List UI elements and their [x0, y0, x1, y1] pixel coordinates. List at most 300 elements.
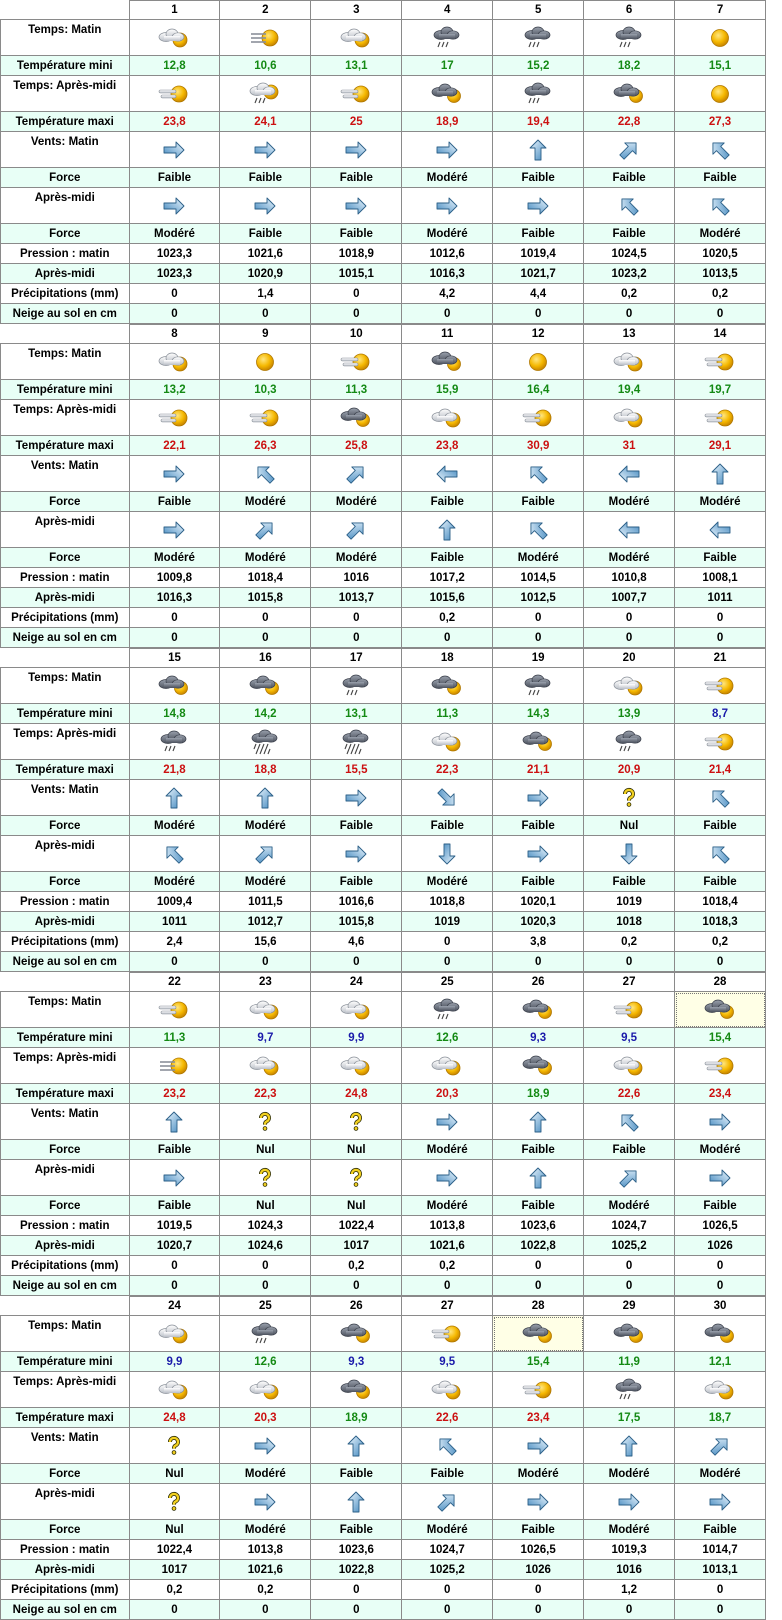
wind-force-morning[interactable]: Modéré — [584, 1464, 675, 1484]
wind-force-afternoon[interactable]: Modéré — [402, 1196, 493, 1216]
snow-value[interactable]: 0 — [311, 1276, 402, 1296]
wind-force-morning[interactable]: Faible — [220, 168, 311, 188]
temp-min-value[interactable]: 14,3 — [493, 704, 584, 724]
temp-min-value[interactable]: 10,3 — [220, 380, 311, 400]
precipitation-value[interactable]: 0 — [493, 1580, 584, 1600]
precipitation-value[interactable]: 0 — [675, 1256, 766, 1276]
temp-max-value[interactable]: 22,3 — [402, 760, 493, 780]
temp-min-value[interactable]: 13,2 — [129, 380, 220, 400]
snow-value[interactable]: 0 — [129, 1276, 220, 1296]
precipitation-value[interactable]: 0,2 — [584, 284, 675, 304]
pressure-afternoon[interactable]: 1016,3 — [129, 588, 220, 608]
pressure-morning[interactable]: 1020,5 — [675, 244, 766, 264]
temp-max-value[interactable]: 22,1 — [129, 436, 220, 456]
wind-cell[interactable] — [129, 1160, 220, 1196]
wind-cell[interactable] — [402, 456, 493, 492]
wind-force-afternoon[interactable]: Nul — [220, 1196, 311, 1216]
wind-force-afternoon[interactable]: Faible — [493, 872, 584, 892]
weather-cell[interactable] — [493, 1372, 584, 1408]
snow-value[interactable]: 0 — [675, 952, 766, 972]
snow-value[interactable]: 0 — [675, 628, 766, 648]
precipitation-value[interactable]: 0,2 — [675, 284, 766, 304]
snow-value[interactable]: 0 — [493, 304, 584, 324]
precipitation-value[interactable]: 0 — [493, 608, 584, 628]
wind-cell[interactable] — [493, 132, 584, 168]
weather-cell[interactable] — [220, 20, 311, 56]
pressure-morning[interactable]: 1019,5 — [129, 1216, 220, 1236]
wind-cell[interactable] — [220, 1104, 311, 1140]
precipitation-value[interactable]: 0,2 — [675, 932, 766, 952]
temp-min-value[interactable]: 15,1 — [675, 56, 766, 76]
wind-force-morning[interactable]: Faible — [311, 816, 402, 836]
pressure-morning[interactable]: 1013,8 — [220, 1540, 311, 1560]
weather-cell[interactable] — [675, 400, 766, 436]
pressure-afternoon[interactable]: 1023,2 — [584, 264, 675, 284]
wind-force-afternoon[interactable]: Faible — [311, 1520, 402, 1540]
wind-force-morning[interactable]: Nul — [584, 816, 675, 836]
pressure-morning[interactable]: 1018,4 — [220, 568, 311, 588]
pressure-morning[interactable]: 1017,2 — [402, 568, 493, 588]
wind-force-morning[interactable]: Faible — [675, 168, 766, 188]
day-number[interactable]: 24 — [311, 973, 402, 992]
temp-min-value[interactable]: 14,8 — [129, 704, 220, 724]
precipitation-value[interactable]: 15,6 — [220, 932, 311, 952]
day-number[interactable]: 13 — [584, 325, 675, 344]
snow-value[interactable]: 0 — [129, 304, 220, 324]
pressure-afternoon[interactable]: 1013,7 — [311, 588, 402, 608]
wind-cell[interactable] — [675, 1160, 766, 1196]
wind-cell[interactable] — [129, 132, 220, 168]
snow-value[interactable]: 0 — [402, 1276, 493, 1296]
precipitation-value[interactable]: 0,2 — [402, 1256, 493, 1276]
day-number[interactable]: 30 — [675, 1297, 766, 1316]
temp-max-value[interactable]: 25,8 — [311, 436, 402, 456]
wind-cell[interactable] — [675, 1428, 766, 1464]
pressure-morning[interactable]: 1018,4 — [675, 892, 766, 912]
wind-force-morning[interactable]: Modéré — [493, 1464, 584, 1484]
pressure-afternoon[interactable]: 1020,9 — [220, 264, 311, 284]
day-number[interactable]: 19 — [493, 649, 584, 668]
pressure-afternoon[interactable]: 1015,8 — [311, 912, 402, 932]
wind-cell[interactable] — [675, 512, 766, 548]
temp-min-value[interactable]: 15,4 — [493, 1352, 584, 1372]
temp-min-value[interactable]: 13,1 — [311, 56, 402, 76]
wind-cell[interactable] — [584, 1160, 675, 1196]
pressure-morning[interactable]: 1016 — [311, 568, 402, 588]
weather-cell[interactable] — [220, 344, 311, 380]
wind-force-morning[interactable]: Faible — [493, 816, 584, 836]
wind-force-afternoon[interactable]: Nul — [129, 1520, 220, 1540]
pressure-afternoon[interactable]: 1012,7 — [220, 912, 311, 932]
pressure-afternoon[interactable]: 1017 — [311, 1236, 402, 1256]
pressure-afternoon[interactable]: 1021,7 — [493, 264, 584, 284]
pressure-morning[interactable]: 1024,3 — [220, 1216, 311, 1236]
precipitation-value[interactable]: 0 — [220, 1256, 311, 1276]
day-number[interactable]: 2 — [220, 1, 311, 20]
day-number[interactable]: 23 — [220, 973, 311, 992]
wind-force-afternoon[interactable]: Faible — [311, 872, 402, 892]
temp-max-value[interactable]: 31 — [584, 436, 675, 456]
weather-cell[interactable] — [493, 400, 584, 436]
snow-value[interactable]: 0 — [311, 304, 402, 324]
weather-cell[interactable] — [675, 344, 766, 380]
wind-cell[interactable] — [584, 456, 675, 492]
wind-force-afternoon[interactable]: Modéré — [129, 872, 220, 892]
pressure-afternoon[interactable]: 1015,1 — [311, 264, 402, 284]
wind-cell[interactable] — [311, 1428, 402, 1464]
wind-force-morning[interactable]: Faible — [584, 1140, 675, 1160]
snow-value[interactable]: 0 — [493, 1276, 584, 1296]
day-number[interactable]: 15 — [129, 649, 220, 668]
pressure-afternoon[interactable]: 1016,3 — [402, 264, 493, 284]
day-number[interactable]: 26 — [311, 1297, 402, 1316]
weather-cell[interactable] — [311, 724, 402, 760]
weather-cell[interactable] — [311, 668, 402, 704]
wind-cell[interactable] — [220, 1428, 311, 1464]
wind-force-afternoon[interactable]: Modéré — [220, 872, 311, 892]
precipitation-value[interactable]: 0 — [311, 284, 402, 304]
temp-min-value[interactable]: 19,7 — [675, 380, 766, 400]
weather-cell[interactable] — [584, 1372, 675, 1408]
wind-force-afternoon[interactable]: Faible — [220, 224, 311, 244]
temp-max-value[interactable]: 17,5 — [584, 1408, 675, 1428]
wind-force-afternoon[interactable]: Modéré — [584, 1196, 675, 1216]
snow-value[interactable]: 0 — [675, 304, 766, 324]
temp-max-value[interactable]: 21,4 — [675, 760, 766, 780]
temp-min-value[interactable]: 9,3 — [311, 1352, 402, 1372]
pressure-morning[interactable]: 1019,3 — [584, 1540, 675, 1560]
snow-value[interactable]: 0 — [675, 1600, 766, 1620]
wind-force-afternoon[interactable]: Modéré — [402, 224, 493, 244]
weather-cell[interactable] — [584, 992, 675, 1028]
wind-force-afternoon[interactable]: Modéré — [402, 1520, 493, 1540]
wind-cell[interactable] — [311, 456, 402, 492]
temp-min-value[interactable]: 9,5 — [584, 1028, 675, 1048]
wind-cell[interactable] — [493, 836, 584, 872]
weather-cell[interactable] — [675, 1048, 766, 1084]
wind-force-morning[interactable]: Faible — [311, 1464, 402, 1484]
temp-max-value[interactable]: 15,5 — [311, 760, 402, 780]
temp-min-value[interactable]: 12,6 — [402, 1028, 493, 1048]
temp-max-value[interactable]: 24,1 — [220, 112, 311, 132]
temp-min-value[interactable]: 17 — [402, 56, 493, 76]
temp-max-value[interactable]: 18,7 — [675, 1408, 766, 1428]
precipitation-value[interactable]: 0 — [129, 284, 220, 304]
weather-cell[interactable] — [584, 1316, 675, 1352]
pressure-afternoon[interactable]: 1025,2 — [584, 1236, 675, 1256]
day-number[interactable]: 27 — [402, 1297, 493, 1316]
weather-cell[interactable] — [493, 1048, 584, 1084]
day-number[interactable]: 16 — [220, 649, 311, 668]
wind-cell[interactable] — [220, 132, 311, 168]
wind-cell[interactable] — [220, 1484, 311, 1520]
day-number[interactable]: 26 — [493, 973, 584, 992]
snow-value[interactable]: 0 — [584, 304, 675, 324]
precipitation-value[interactable]: 1,2 — [584, 1580, 675, 1600]
weather-cell[interactable] — [311, 1316, 402, 1352]
temp-max-value[interactable]: 26,3 — [220, 436, 311, 456]
weather-cell[interactable] — [129, 20, 220, 56]
wind-force-morning[interactable]: Modéré — [220, 492, 311, 512]
wind-cell[interactable] — [129, 780, 220, 816]
weather-cell[interactable] — [402, 992, 493, 1028]
weather-cell[interactable] — [493, 668, 584, 704]
temp-max-value[interactable]: 24,8 — [311, 1084, 402, 1104]
snow-value[interactable]: 0 — [129, 1600, 220, 1620]
precipitation-value[interactable]: 3,8 — [493, 932, 584, 952]
wind-cell[interactable] — [493, 1428, 584, 1464]
snow-value[interactable]: 0 — [584, 1600, 675, 1620]
weather-cell[interactable] — [402, 344, 493, 380]
precipitation-value[interactable]: 0 — [584, 1256, 675, 1276]
day-number[interactable]: 14 — [675, 325, 766, 344]
snow-value[interactable]: 0 — [311, 628, 402, 648]
day-number[interactable]: 28 — [493, 1297, 584, 1316]
pressure-afternoon[interactable]: 1023,3 — [129, 264, 220, 284]
wind-cell[interactable] — [220, 1160, 311, 1196]
weather-cell[interactable] — [402, 20, 493, 56]
wind-cell[interactable] — [311, 1104, 402, 1140]
wind-force-morning[interactable]: Nul — [220, 1140, 311, 1160]
weather-cell[interactable] — [311, 400, 402, 436]
weather-cell[interactable] — [311, 1048, 402, 1084]
weather-cell[interactable] — [129, 1048, 220, 1084]
snow-value[interactable]: 0 — [584, 628, 675, 648]
wind-force-morning[interactable]: Faible — [675, 816, 766, 836]
temp-min-value[interactable]: 11,3 — [129, 1028, 220, 1048]
precipitation-value[interactable]: 0 — [402, 1580, 493, 1600]
wind-cell[interactable] — [129, 836, 220, 872]
temp-min-value[interactable]: 9,9 — [129, 1352, 220, 1372]
pressure-afternoon[interactable]: 1022,8 — [311, 1560, 402, 1580]
weather-cell[interactable] — [220, 724, 311, 760]
wind-cell[interactable] — [584, 1104, 675, 1140]
wind-force-morning[interactable]: Faible — [129, 1140, 220, 1160]
precipitation-value[interactable]: 4,4 — [493, 284, 584, 304]
wind-force-afternoon[interactable]: Faible — [675, 872, 766, 892]
wind-cell[interactable] — [584, 780, 675, 816]
wind-force-morning[interactable]: Faible — [584, 168, 675, 188]
temp-min-value[interactable]: 9,3 — [493, 1028, 584, 1048]
pressure-morning[interactable]: 1020,1 — [493, 892, 584, 912]
wind-force-afternoon[interactable]: Faible — [675, 548, 766, 568]
weather-cell[interactable] — [402, 1048, 493, 1084]
wind-force-morning[interactable]: Modéré — [584, 492, 675, 512]
pressure-morning[interactable]: 1023,6 — [311, 1540, 402, 1560]
weather-cell[interactable] — [675, 1372, 766, 1408]
precipitation-value[interactable]: 0,2 — [129, 1580, 220, 1600]
snow-value[interactable]: 0 — [402, 628, 493, 648]
wind-force-afternoon[interactable]: Modéré — [220, 1520, 311, 1540]
temp-max-value[interactable]: 23,4 — [675, 1084, 766, 1104]
temp-min-value[interactable]: 15,2 — [493, 56, 584, 76]
pressure-afternoon[interactable]: 1026 — [675, 1236, 766, 1256]
temp-max-value[interactable]: 23,8 — [402, 436, 493, 456]
precipitation-value[interactable]: 1,4 — [220, 284, 311, 304]
weather-cell[interactable] — [584, 668, 675, 704]
pressure-afternoon[interactable]: 1015,6 — [402, 588, 493, 608]
temp-min-value[interactable]: 15,9 — [402, 380, 493, 400]
weather-cell[interactable] — [220, 76, 311, 112]
temp-max-value[interactable]: 21,1 — [493, 760, 584, 780]
wind-force-morning[interactable]: Faible — [402, 492, 493, 512]
snow-value[interactable]: 0 — [220, 1600, 311, 1620]
precipitation-value[interactable]: 0,2 — [402, 608, 493, 628]
weather-cell[interactable] — [584, 344, 675, 380]
day-number[interactable]: 12 — [493, 325, 584, 344]
wind-cell[interactable] — [311, 1484, 402, 1520]
pressure-afternoon[interactable]: 1025,2 — [402, 1560, 493, 1580]
pressure-morning[interactable]: 1009,4 — [129, 892, 220, 912]
wind-cell[interactable] — [311, 780, 402, 816]
weather-cell[interactable] — [584, 400, 675, 436]
day-number[interactable]: 18 — [402, 649, 493, 668]
weather-cell[interactable] — [402, 668, 493, 704]
pressure-morning[interactable]: 1018,8 — [402, 892, 493, 912]
day-number[interactable]: 22 — [129, 973, 220, 992]
day-number[interactable]: 3 — [311, 1, 402, 20]
snow-value[interactable]: 0 — [129, 952, 220, 972]
temp-max-value[interactable]: 29,1 — [675, 436, 766, 456]
temp-max-value[interactable]: 22,3 — [220, 1084, 311, 1104]
wind-cell[interactable] — [493, 188, 584, 224]
wind-force-morning[interactable]: Nul — [311, 1140, 402, 1160]
wind-cell[interactable] — [493, 780, 584, 816]
pressure-morning[interactable]: 1008,1 — [675, 568, 766, 588]
temp-max-value[interactable]: 23,4 — [493, 1408, 584, 1428]
weather-cell[interactable] — [311, 20, 402, 56]
snow-value[interactable]: 0 — [584, 952, 675, 972]
precipitation-value[interactable]: 0,2 — [584, 932, 675, 952]
temp-max-value[interactable]: 30,9 — [493, 436, 584, 456]
pressure-morning[interactable]: 1012,6 — [402, 244, 493, 264]
precipitation-value[interactable]: 4,2 — [402, 284, 493, 304]
wind-cell[interactable] — [402, 1160, 493, 1196]
temp-min-value[interactable]: 8,7 — [675, 704, 766, 724]
pressure-afternoon[interactable]: 1022,8 — [493, 1236, 584, 1256]
day-number[interactable]: 8 — [129, 325, 220, 344]
wind-force-afternoon[interactable]: Faible — [584, 872, 675, 892]
pressure-afternoon[interactable]: 1026 — [493, 1560, 584, 1580]
temp-max-value[interactable]: 24,8 — [129, 1408, 220, 1428]
temp-min-value[interactable]: 12,6 — [220, 1352, 311, 1372]
weather-cell[interactable] — [675, 20, 766, 56]
pressure-afternoon[interactable]: 1017 — [129, 1560, 220, 1580]
pressure-morning[interactable]: 1019,4 — [493, 244, 584, 264]
pressure-afternoon[interactable]: 1019 — [402, 912, 493, 932]
pressure-morning[interactable]: 1013,8 — [402, 1216, 493, 1236]
weather-cell[interactable] — [220, 1372, 311, 1408]
wind-force-afternoon[interactable]: Modéré — [675, 224, 766, 244]
snow-value[interactable]: 0 — [311, 1600, 402, 1620]
weather-cell[interactable] — [220, 992, 311, 1028]
wind-force-morning[interactable]: Faible — [129, 492, 220, 512]
day-number[interactable]: 24 — [129, 1297, 220, 1316]
precipitation-value[interactable]: 0 — [584, 608, 675, 628]
weather-cell[interactable] — [402, 400, 493, 436]
wind-force-afternoon[interactable]: Nul — [311, 1196, 402, 1216]
pressure-morning[interactable]: 1021,6 — [220, 244, 311, 264]
wind-force-morning[interactable]: Faible — [311, 168, 402, 188]
temp-min-value[interactable]: 14,2 — [220, 704, 311, 724]
snow-value[interactable]: 0 — [220, 1276, 311, 1296]
pressure-afternoon[interactable]: 1021,6 — [220, 1560, 311, 1580]
wind-cell[interactable] — [129, 1428, 220, 1464]
weather-cell[interactable] — [493, 344, 584, 380]
wind-cell[interactable] — [584, 836, 675, 872]
pressure-afternoon[interactable]: 1011 — [129, 912, 220, 932]
pressure-afternoon[interactable]: 1020,7 — [129, 1236, 220, 1256]
pressure-morning[interactable]: 1023,6 — [493, 1216, 584, 1236]
snow-value[interactable]: 0 — [402, 304, 493, 324]
weather-cell[interactable] — [402, 76, 493, 112]
wind-force-morning[interactable]: Modéré — [220, 1464, 311, 1484]
weather-cell[interactable] — [584, 724, 675, 760]
weather-cell[interactable] — [129, 344, 220, 380]
pressure-morning[interactable]: 1024,5 — [584, 244, 675, 264]
wind-force-afternoon[interactable]: Modéré — [129, 224, 220, 244]
day-number[interactable]: 28 — [675, 973, 766, 992]
temp-max-value[interactable]: 20,3 — [402, 1084, 493, 1104]
wind-force-morning[interactable]: Modéré — [675, 1464, 766, 1484]
wind-force-afternoon[interactable]: Modéré — [311, 548, 402, 568]
weather-cell[interactable] — [129, 76, 220, 112]
pressure-morning[interactable]: 1024,7 — [584, 1216, 675, 1236]
wind-force-morning[interactable]: Faible — [129, 168, 220, 188]
wind-cell[interactable] — [402, 780, 493, 816]
weather-cell[interactable] — [311, 76, 402, 112]
wind-force-afternoon[interactable]: Modéré — [584, 1520, 675, 1540]
precipitation-value[interactable]: 4,6 — [311, 932, 402, 952]
precipitation-value[interactable]: 0,2 — [311, 1256, 402, 1276]
wind-cell[interactable] — [129, 512, 220, 548]
temp-min-value[interactable]: 15,4 — [675, 1028, 766, 1048]
snow-value[interactable]: 0 — [493, 952, 584, 972]
temp-min-value[interactable]: 13,9 — [584, 704, 675, 724]
wind-force-afternoon[interactable]: Faible — [493, 1196, 584, 1216]
day-number[interactable]: 27 — [584, 973, 675, 992]
weather-cell[interactable] — [311, 992, 402, 1028]
temp-max-value[interactable]: 25 — [311, 112, 402, 132]
wind-force-morning[interactable]: Faible — [493, 168, 584, 188]
weather-cell[interactable] — [129, 724, 220, 760]
wind-cell[interactable] — [675, 188, 766, 224]
temp-max-value[interactable]: 22,6 — [584, 1084, 675, 1104]
temp-max-value[interactable]: 18,8 — [220, 760, 311, 780]
wind-force-morning[interactable]: Faible — [493, 492, 584, 512]
wind-cell[interactable] — [493, 456, 584, 492]
wind-force-morning[interactable]: Modéré — [402, 1140, 493, 1160]
pressure-afternoon[interactable]: 1024,6 — [220, 1236, 311, 1256]
pressure-afternoon[interactable]: 1012,5 — [493, 588, 584, 608]
temp-max-value[interactable]: 18,9 — [311, 1408, 402, 1428]
temp-min-value[interactable]: 13,1 — [311, 704, 402, 724]
pressure-afternoon[interactable]: 1016 — [584, 1560, 675, 1580]
weather-cell[interactable] — [675, 724, 766, 760]
temp-min-value[interactable]: 12,1 — [675, 1352, 766, 1372]
weather-cell[interactable] — [675, 668, 766, 704]
snow-value[interactable]: 0 — [675, 1276, 766, 1296]
day-number[interactable]: 11 — [402, 325, 493, 344]
pressure-morning[interactable]: 1016,6 — [311, 892, 402, 912]
precipitation-value[interactable]: 0 — [675, 1580, 766, 1600]
weather-cell[interactable] — [493, 724, 584, 760]
temp-max-value[interactable]: 22,6 — [402, 1408, 493, 1428]
temp-max-value[interactable]: 19,4 — [493, 112, 584, 132]
wind-force-morning[interactable]: Faible — [493, 1140, 584, 1160]
precipitation-value[interactable]: 0 — [675, 608, 766, 628]
wind-force-morning[interactable]: Modéré — [220, 816, 311, 836]
